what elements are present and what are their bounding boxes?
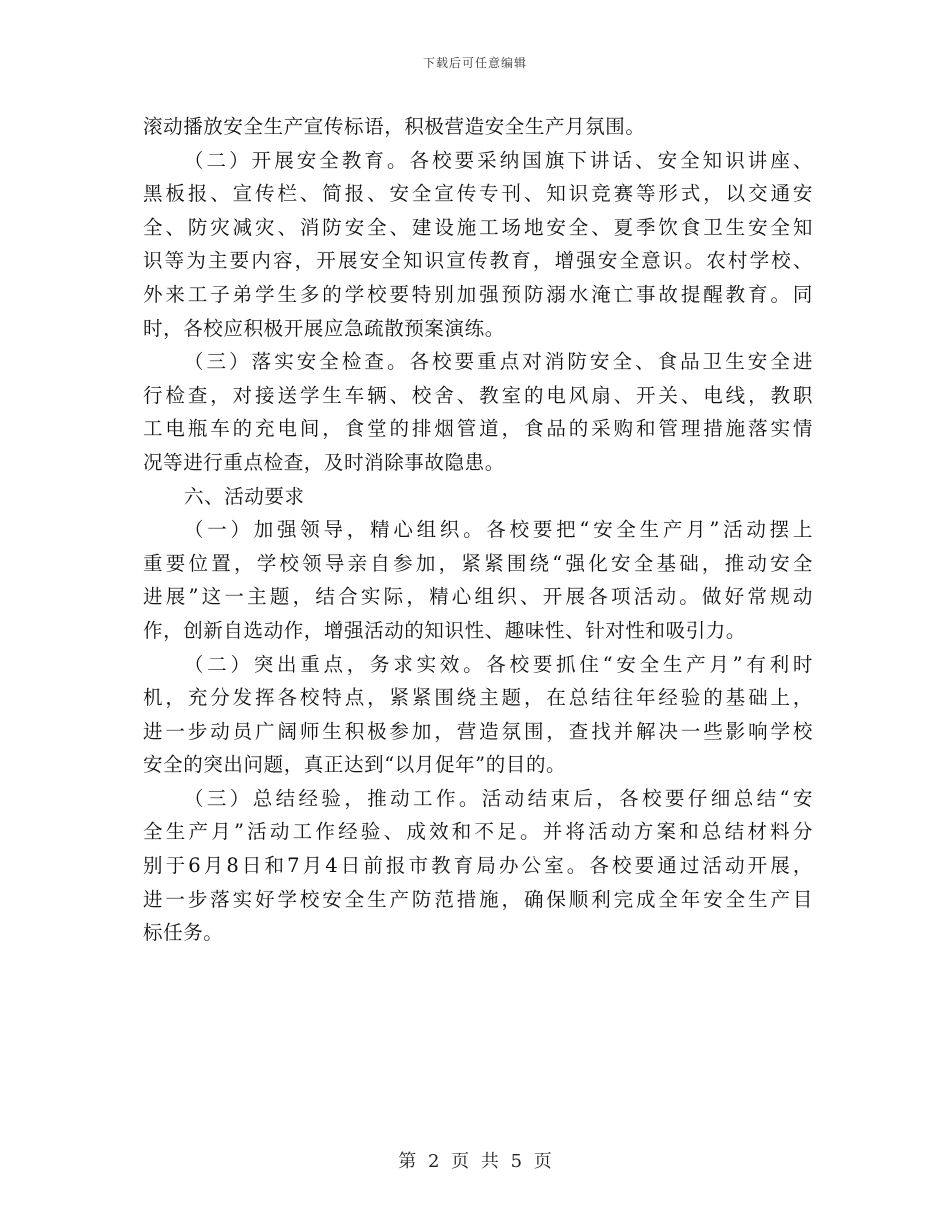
text-line: 况等进行重点检查，及时消除事故隐患。 <box>143 450 505 474</box>
text-line: 进一步落实好学校安全生产防范措施，确保顺利完成全年安全生产目 <box>143 887 813 911</box>
paragraph <box>143 782 813 950</box>
text-line: 工电瓶车的充电间，食堂的排烟管道，食品的采购和管理措施落实情 <box>143 417 813 441</box>
text-line: 六、活动要求 <box>184 484 305 508</box>
text-line: 安全的突出问题，真正达到“以月促年”的目的。 <box>143 753 567 777</box>
paragraph <box>143 480 813 514</box>
paragraph <box>143 513 813 647</box>
text-line: 黑板报、宣传栏、简报、安全宣传专刊、知识竞赛等形式，以交通安 <box>143 182 813 206</box>
text-line: 全、防灾减灾、消防安全、建设施工场地安全、夏季饮食卫生安全知 <box>143 215 813 239</box>
text-line: 全生产月”活动工作经验、成效和不足。并将活动方案和总结材料分 <box>143 820 813 844</box>
text-line: （三）落实安全检查。各校要重点对消防安全、食品卫生安全进 <box>184 350 813 374</box>
text-line: 时，各校应积极开展应急疏散预案演练。 <box>143 316 505 340</box>
text-line: （二）突出重点，务求实效。各校要抓住“安全生产月”有利时 <box>184 652 813 676</box>
text-line: 进展”这一主题，结合实际，精心组织、开展各项活动。做好常规动 <box>143 585 813 609</box>
document-body <box>143 110 813 950</box>
text-line: 重要位置，学校领导亲自参加，紧紧围绕“强化安全基础，推动安全 <box>143 551 813 575</box>
text-line: 作，创新自选动作，增强活动的知识性、趣味性、针对性和吸引力。 <box>143 618 747 642</box>
text-line: （三）总结经验，推动工作。活动结束后，各校要仔细总结“安 <box>184 786 813 810</box>
page-number: 第 2 页 共 5 页 <box>398 1151 552 1172</box>
text-line: 别于6月8日和7月4日前报市教育局办公室。各校要通过活动开展， <box>143 854 813 878</box>
text-line: 外来工子弟学生多的学校要特别加强预防溺水淹亡事故提醒教育。同 <box>143 282 813 306</box>
text-line: 进一步动员广阔师生积极参加，营造氛围，查找并解决一些影响学校 <box>143 719 813 743</box>
text-line: （二）开展安全教育。各校要采纳国旗下讲话、安全知识讲座、 <box>184 148 813 172</box>
paragraph <box>143 110 813 144</box>
text-line: 滚动播放安全生产宣传标语，积极营造安全生产月氛围。 <box>143 115 646 138</box>
paragraph <box>143 144 813 346</box>
text-line: 识等为主要内容，开展安全知识宣传教育，增强安全意识。农村学校、 <box>143 249 813 273</box>
page-header: 下载后可任意编辑 <box>422 56 527 70</box>
paragraph <box>143 648 813 782</box>
text-line: 行检查，对接送学生车辆、校舍、教室的电风扇、开关、电线，教职 <box>143 383 813 407</box>
text-line: 机，充分发挥各校特点，紧紧围绕主题，在总结往年经验的基础上， <box>143 686 813 710</box>
text-line: （一）加强领导，精心组织。各校要把“安全生产月”活动摆上 <box>184 518 813 542</box>
text-line: 标任务。 <box>143 921 224 945</box>
paragraph <box>143 345 813 479</box>
